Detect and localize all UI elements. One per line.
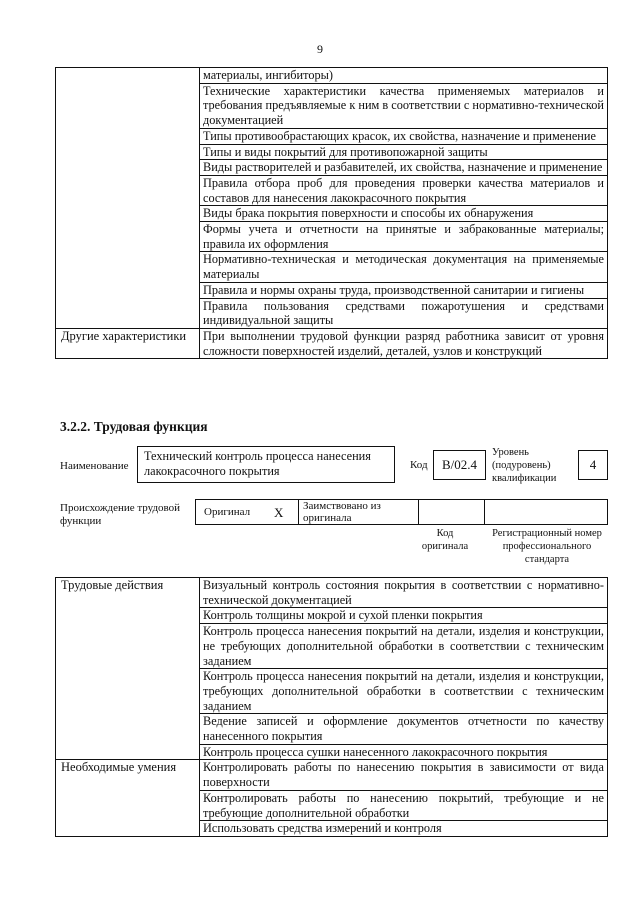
reg-number-cell <box>485 500 607 524</box>
original-mark: X <box>274 505 284 520</box>
function-heading: 3.2.2. Трудовая функция <box>60 419 208 434</box>
table-row <box>56 68 608 84</box>
code-label: Код <box>410 459 428 471</box>
knowledge-item: Виды растворителей и разбавителей, их свойства, назначение и применение <box>200 160 608 176</box>
name-label: Наименование <box>60 460 129 472</box>
borrowed-label: Заимствовано из оригинала <box>299 500 419 524</box>
other-characteristics-label: Другие характеристики <box>56 328 200 358</box>
knowledge-table <box>55 67 608 359</box>
level-value: 4 <box>578 450 608 480</box>
actions-label: Трудовые действия <box>56 578 200 760</box>
action-item: Контроль процесса нанесения покрытий на детали, изделия и конструкции, не требующих дополнительной обработки в соответствии с техническим заданием <box>200 624 608 669</box>
code-original-cell <box>419 500 485 524</box>
level-label: Уровень (подуровень) квалификации <box>492 447 557 484</box>
name-value: Технический контроль процесса нанесения лакокрасочного покрытия <box>137 446 395 483</box>
reg-number-label: Регистрационный номер профессионального стандарта <box>492 528 602 565</box>
action-item: Контроль процесса нанесения покрытий на детали, изделия и конструкции, требующих дополнительной обработки в соответствии с техническим заданием <box>200 669 608 714</box>
other-characteristics-text: При выполнении трудовой функции разряд работника зависит от уровня сложности поверхностей изделий, деталей, узлов и конструкций <box>200 328 608 358</box>
knowledge-item: Типы и виды покрытий для противопожарной защиты <box>200 144 608 160</box>
actions-table <box>55 577 608 837</box>
knowledge-item: Технические характеристики качества применяемых материалов и требования предъявляемые к ним в соответствии с нормативно-технической документацией <box>200 83 608 128</box>
table-row <box>56 578 608 608</box>
table-row <box>56 760 608 790</box>
skill-item: Контролировать работы по нанесению покрытия в зависимости от вида поверхности <box>200 760 608 790</box>
action-item: Контроль толщины мокрой и сухой пленки покрытия <box>200 608 608 624</box>
original-label: Оригинал <box>204 506 251 518</box>
action-item: Визуальный контроль состояния покрытия в соответствии с нормативно-технической документацией <box>200 578 608 608</box>
code-value: B/02.4 <box>433 450 486 480</box>
skill-item: Использовать средства измерений и контроля <box>200 821 608 837</box>
knowledge-item: Правила пользования средствами пожаротушения и средствами индивидуальной защиты <box>200 298 608 328</box>
original-cell <box>196 500 299 524</box>
code-original-label: Код оригинала <box>421 528 469 552</box>
knowledge-item: материалы, ингибиторы) <box>200 68 608 84</box>
table-row <box>56 328 608 358</box>
origin-row <box>195 499 608 525</box>
knowledge-item: Правила и нормы охраны труда, производственной санитарии и гигиены <box>200 282 608 298</box>
skills-label: Необходимые умения <box>56 760 200 837</box>
knowledge-item: Формы учета и отчетности на принятые и забракованные материалы; правила их оформления <box>200 222 608 252</box>
knowledge-item: Правила отбора проб для проведения проверки качества материалов и составов для нанесения лакокрасочного покрытия <box>200 175 608 205</box>
knowledge-item: Типы противообрастающих красок, их свойства, назначение и применение <box>200 128 608 144</box>
action-item: Ведение записей и оформление документов отчетности по качеству нанесенного покрытия <box>200 714 608 744</box>
page-number: 9 <box>317 42 323 56</box>
skill-item: Контролировать работы по нанесению покрытий, требующие и не требующие дополнительной обработки <box>200 790 608 820</box>
origin-label: Происхождение трудовой функции <box>60 502 181 527</box>
knowledge-item: Нормативно-техническая и методическая документация на применяемые материалы <box>200 252 608 282</box>
action-item: Контроль процесса сушки нанесенного лакокрасочного покрытия <box>200 744 608 760</box>
knowledge-label-cell <box>56 68 200 329</box>
knowledge-item: Виды брака покрытия поверхности и способы их обнаружения <box>200 206 608 222</box>
